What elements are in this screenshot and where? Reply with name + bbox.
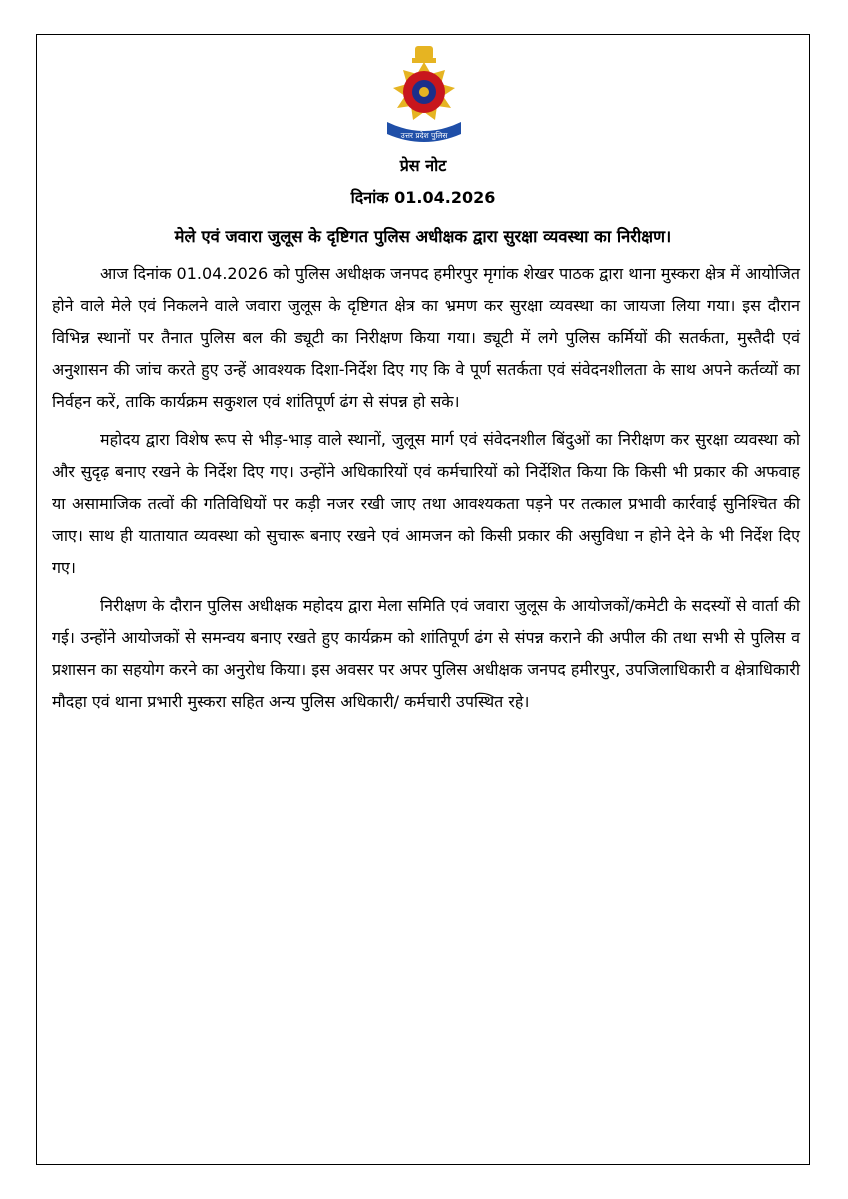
press-note-title: प्रेस नोट bbox=[399, 156, 447, 175]
paragraph-2: महोदय द्वारा विशेष रूप से भीड़-भाड़ वाले स्थानों, जुलूस मार्ग एवं संवेदनशील बिंदुओं का निरीक्षण कर सुरक्षा व्यवस्था को और सुदृढ़ बनाए रखने के निर्देश दिए गए। उन्होंने अधिकारियों एवं कर्मचारियों को निर्देशित किया कि किसी भी प्रकार की अफवाह या असामाजिक तत्वों की गतिविधियों पर कड़ी नजर रखी जाए तथा आवश्यकता पड़ने पर तत्काल प्रभावी कार्रवाई सुनिश्चित की जाए। साथ ही यातायात व्यवस्था को सुचारू बनाए रखने एवं आमजन को किसी प्रकार की असुविधा न होने देने के भी निर्देश दिए गए। bbox=[52, 430, 800, 577]
paragraph-1: आज दिनांक 01.04.2026 को पुलिस अधीक्षक जनपद हमीरपुर मृगांक शेखर पाठक द्वारा थाना मुस्करा क्षेत्र में आयोजित होने वाले मेले एवं निकलने वाले जवारा जुलूस के दृष्टिगत क्षेत्र का भ्रमण कर सुरक्षा व्यवस्था का जायजा लिया गया। इस दौरान विभिन्न स्थानों पर तैनात पुलिस बल की ड्यूटी का निरीक्षण किया गया। ड्यूटी में लगे पुलिस कर्मियों की सतर्कता, मुस्तैदी एवं अनुशासन की जांच करते हुए उन्हें आवश्यक दिशा-निर्देश दिए गए कि वे पूर्ण सतर्कता एवं संवेदनशीलता के साथ अपने कर्तव्यों का निर्वहन करें, ताकि कार्यक्रम सकुशल एवं शांतिपूर्ण ढंग से संपन्न हो सके। bbox=[52, 264, 800, 411]
logo-ribbon-text: उत्तर प्रदेश पुलिस bbox=[400, 131, 448, 140]
up-police-emblem-icon bbox=[369, 40, 479, 150]
press-note-body bbox=[52, 258, 800, 724]
headline: मेले एवं जवारा जुलूस के दृष्टिगत पुलिस अधीक्षक द्वारा सुरक्षा व्यवस्था का निरीक्षण। bbox=[174, 227, 672, 246]
date-line: दिनांक 01.04.2026 bbox=[350, 188, 496, 207]
paragraph-3: निरीक्षण के दौरान पुलिस अधीक्षक महोदय द्वारा मेला समिति एवं जवारा जुलूस के आयोजकों/कमेटी के सदस्यों से वार्ता की गई। उन्होंने आयोजकों से समन्वय बनाए रखते हुए कार्यक्रम को शांतिपूर्ण ढंग से संपन्न कराने की अपील की तथा सभी से पुलिस व प्रशासन का सहयोग करने का अनुरोध किया। इस अवसर पर अपर पुलिस अधीक्षक जनपद हमीरपुर, उपजिलाधिकारी व क्षेत्राधिकारी मौदहा एवं थाना प्रभारी मुस्करा सहित अन्य पुलिस अधिकारी/ कर्मचारी उपस्थित रहे। bbox=[52, 596, 800, 711]
